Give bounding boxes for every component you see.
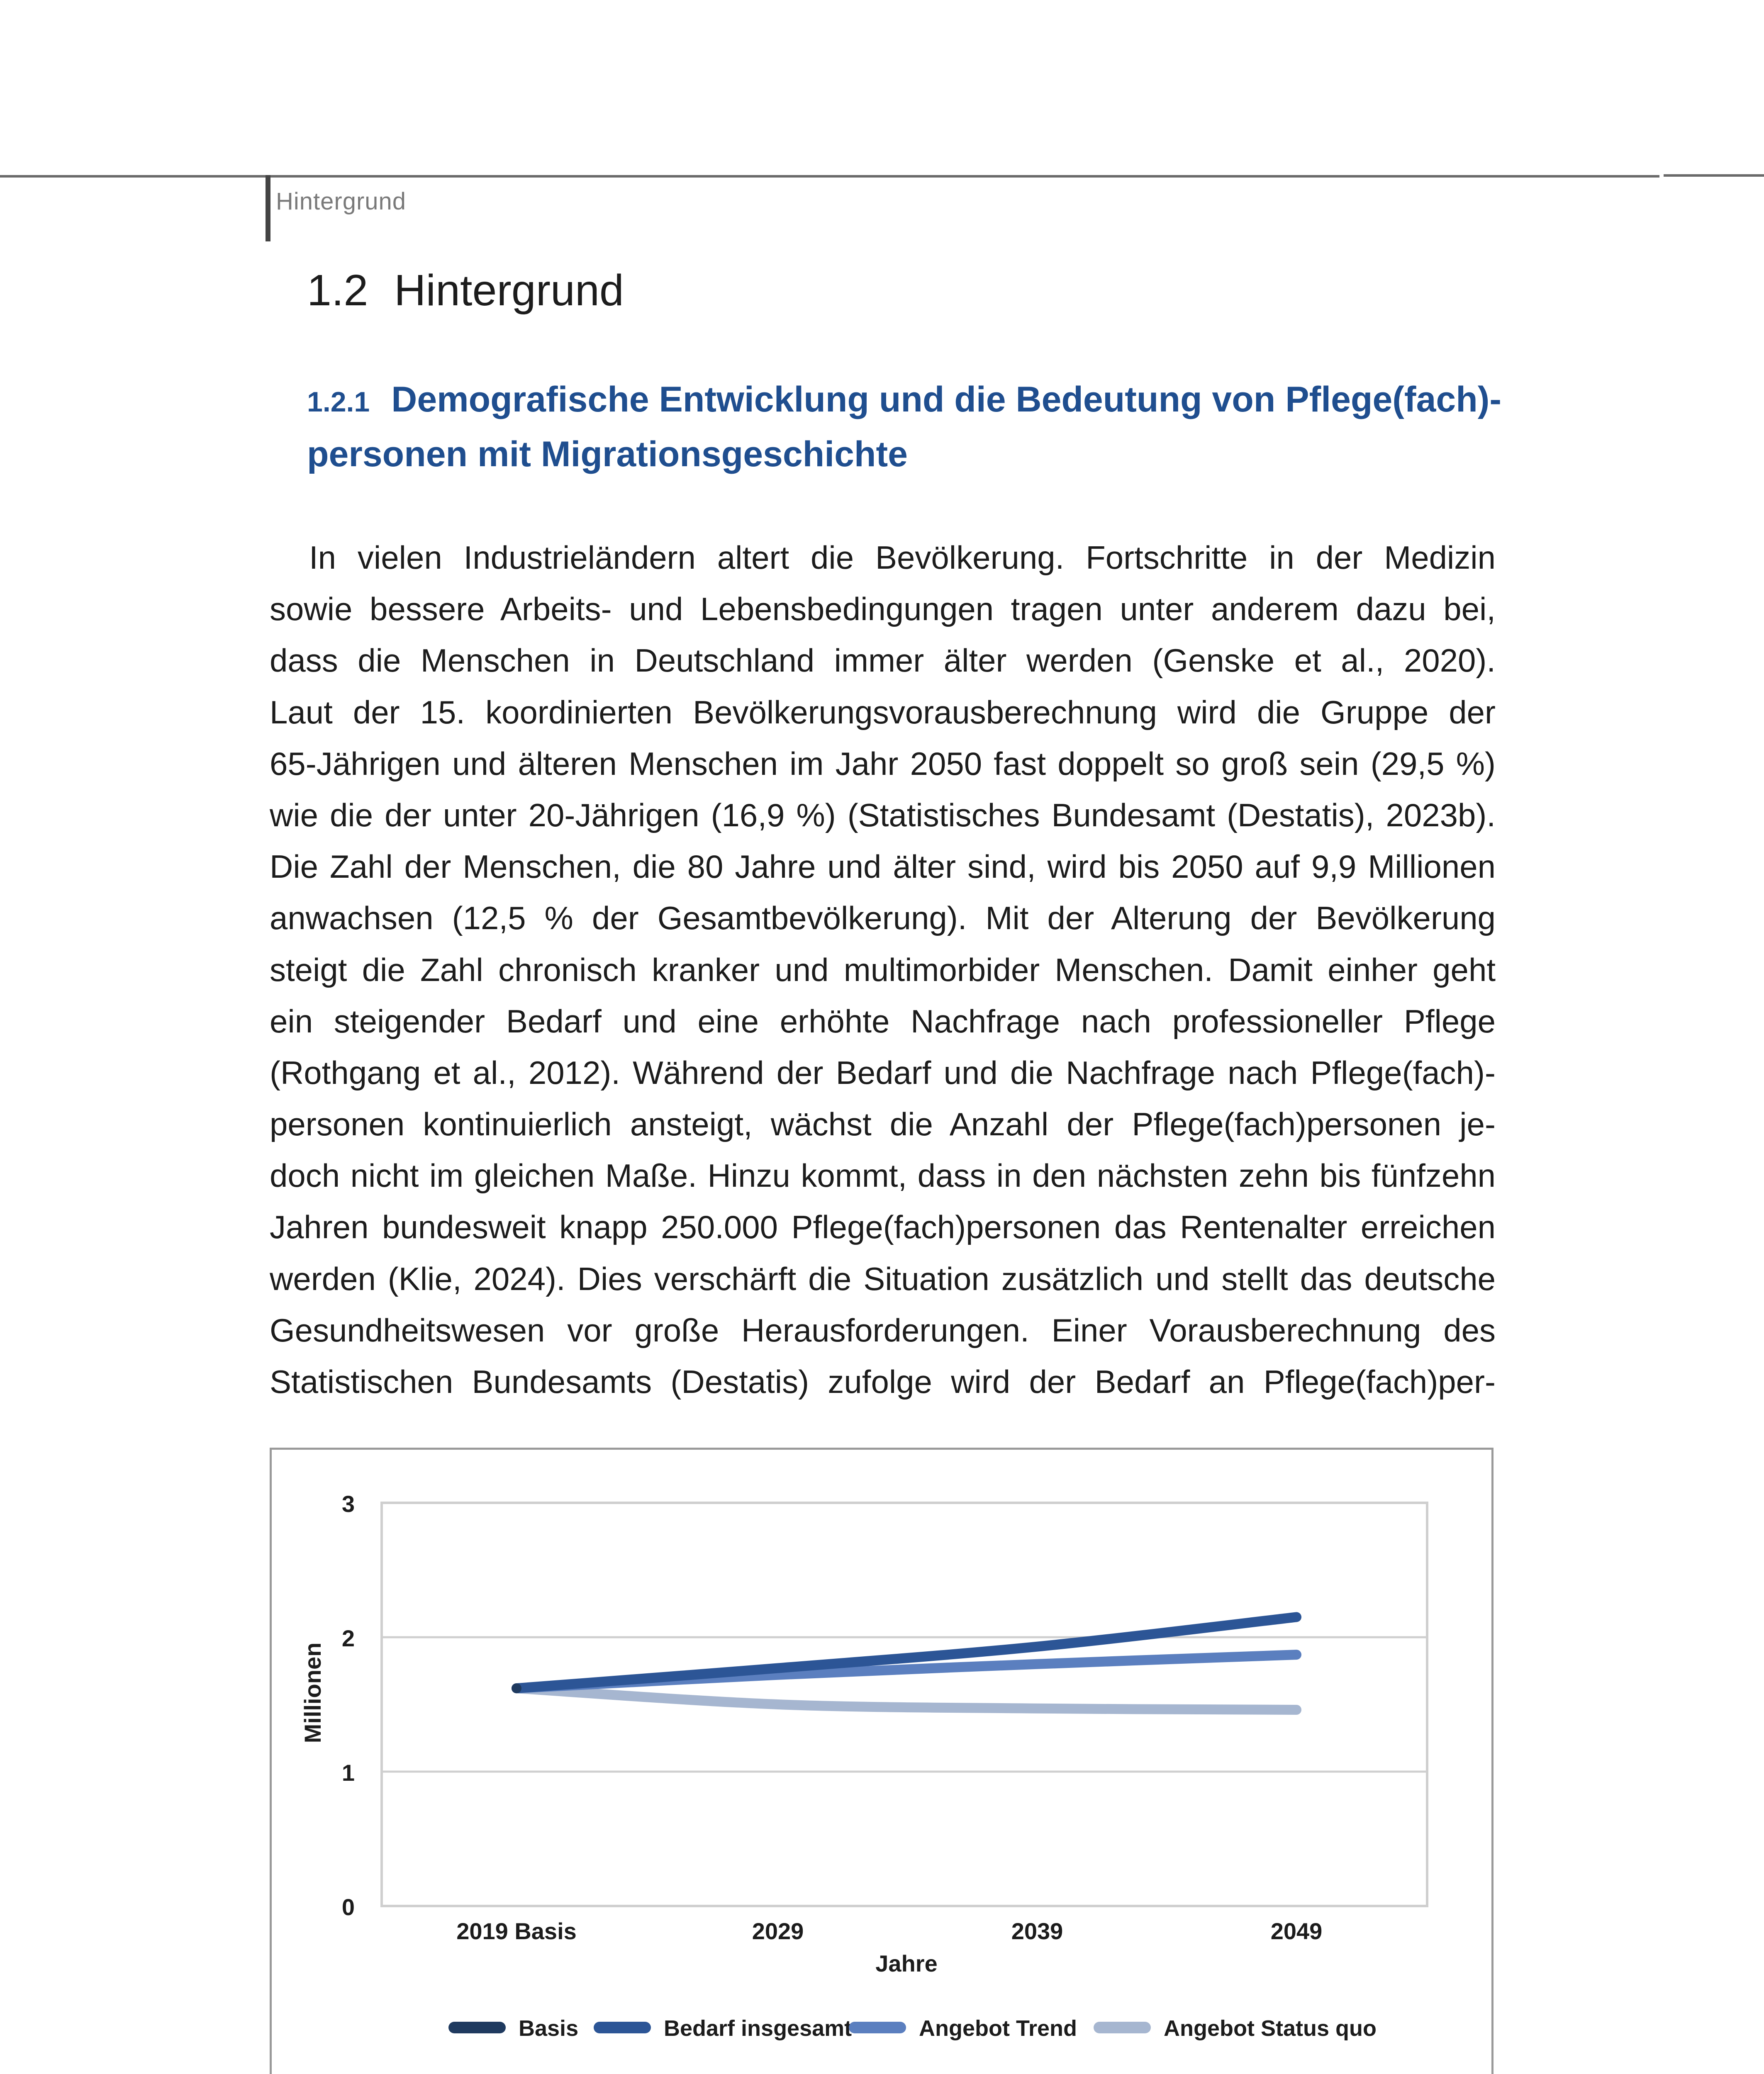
series-point-basis	[512, 1683, 521, 1693]
x-tick-label: 2039	[1011, 1918, 1063, 1944]
body-line: Gesundheitswesen vor große Herausforderungen. Einer Vorausberechnung des	[270, 1312, 1496, 1349]
body-line: 65-Jährigen und älteren Menschen im Jahr 2050 fast doppelt so groß sein (29,5 %)	[270, 745, 1496, 782]
body-line: anwachsen (12,5 % der Gesamtbevölkerung). Mit der Alterung der Bevölkerung	[270, 900, 1496, 937]
body-line: doch nicht im gleichen Maße. Hinzu kommt, dass in den nächsten zehn bis fünfzehn	[270, 1157, 1496, 1194]
y-tick-label: 2	[341, 1625, 355, 1651]
series-line-bedarf-insgesamt	[517, 1617, 1296, 1688]
legend-label: Basis	[519, 2016, 579, 2041]
top-rule-right	[1664, 174, 1764, 177]
body-line: werden (Klie, 2024). Dies verschärft die Situation zusätzlich und stellt das deutsche	[270, 1260, 1496, 1297]
x-tick-label: 2029	[752, 1918, 804, 1944]
y-tick-label: 3	[341, 1491, 355, 1517]
x-tick-label: 2049	[1270, 1918, 1323, 1944]
body-line: (Rothgang et al., 2012). Während der Bedarf und die Nachfrage nach Pflege(fach)-	[270, 1054, 1496, 1091]
body-line: sowie bessere Arbeits- und Lebensbedingungen tragen unter anderem dazu bei,	[270, 591, 1496, 628]
x-axis-title: Jahre	[875, 1950, 938, 1977]
body-line: personen kontinuierlich ansteigt, wächst die Anzahl der Pflege(fach)personen je-	[270, 1106, 1496, 1143]
body-line: Jahren bundesweit knapp 250.000 Pflege(fach)personen das Rentenalter erreichen	[270, 1209, 1496, 1246]
running-header: Hintergrund	[276, 188, 407, 215]
subsection-title-line1: Demografische Entwicklung und die Bedeutung von Pflege(fach)-	[391, 380, 1502, 419]
body-line: wie die der unter 20-Jährigen (16,9 %) (Statistisches Bundesamt (Destatis), 2023b).	[270, 796, 1496, 833]
body-paragraph	[270, 532, 1496, 1407]
subsection-number: 1.2.1	[307, 386, 370, 418]
y-tick-label: 0	[341, 1894, 355, 1920]
y-axis-title: Millionen	[300, 1642, 326, 1743]
figure-chart	[270, 1448, 1494, 2074]
legend-label: Angebot Status quo	[1164, 2016, 1377, 2041]
section-title: Hintergrund	[394, 266, 624, 315]
body-line: steigt die Zahl chronisch kranker und multimorbider Menschen. Damit einher geht	[270, 951, 1496, 988]
subsection-title-line2: personen mit Migrationsgeschichte	[307, 434, 908, 474]
series-line-angebot-status-quo	[517, 1688, 1296, 1710]
body-line: Statistischen Bundesamts (Destatis) zufolge wird der Bedarf an Pflege(fach)per-	[270, 1363, 1496, 1400]
header-marker	[266, 175, 270, 241]
body-line: Die Zahl der Menschen, die 80 Jahre und älter sind, wird bis 2050 auf 9,9 Millionen	[270, 848, 1496, 885]
body-line: ein steigender Bedarf und eine erhöhte Nachfrage nach professioneller Pflege	[270, 1003, 1496, 1039]
top-rule-left	[0, 175, 1659, 178]
x-tick-label: 2019 Basis	[456, 1918, 577, 1944]
legend-label: Angebot Trend	[919, 2016, 1077, 2041]
body-line: In vielen Industrieländern altert die Bevölkerung. Fortschritte in der Medizin	[309, 539, 1496, 576]
section-heading	[307, 265, 624, 316]
y-tick-label: 1	[341, 1760, 355, 1786]
body-line: Laut der 15. koordinierten Bevölkerungsvorausberechnung wird die Gruppe der	[270, 694, 1496, 730]
section-number: 1.2	[307, 266, 368, 315]
legend-label: Bedarf insgesamt	[664, 2016, 852, 2041]
body-line: dass die Menschen in Deutschland immer älter werden (Genske et al., 2020).	[270, 642, 1496, 679]
subsection-heading	[307, 373, 1510, 480]
line-chart	[272, 1450, 1491, 2074]
